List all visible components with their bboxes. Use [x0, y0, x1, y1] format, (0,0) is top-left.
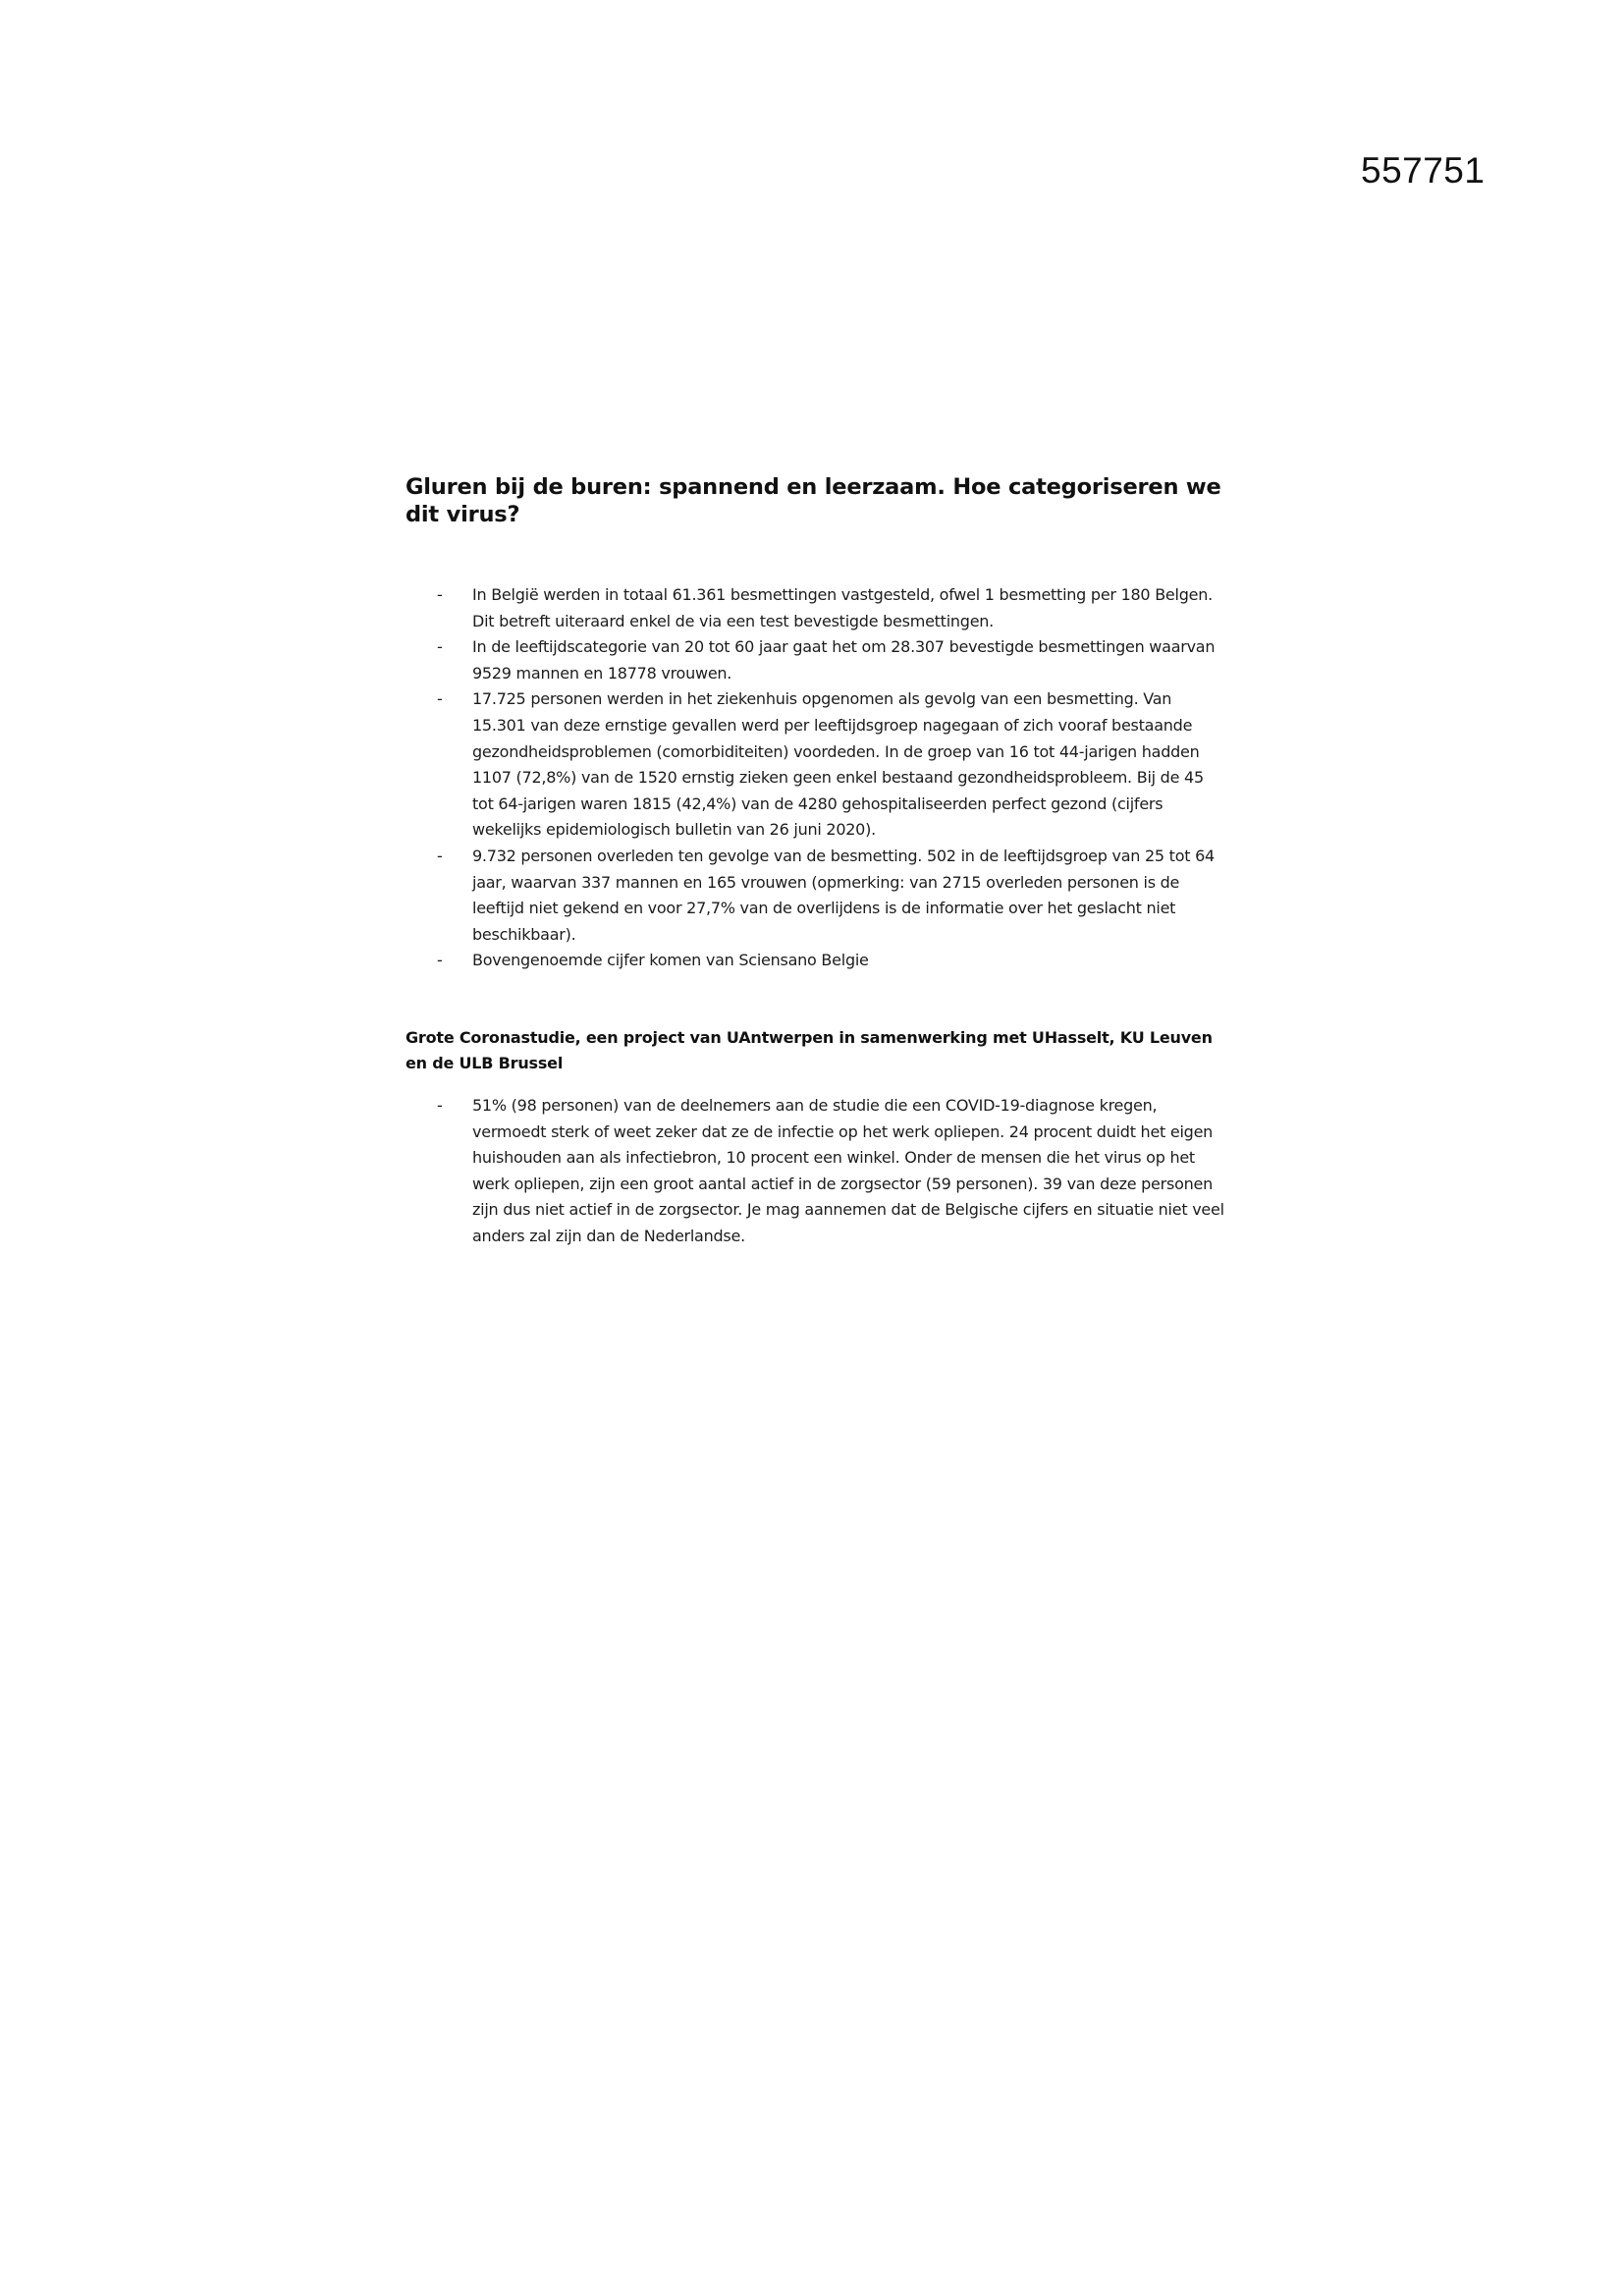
- list-item: [406, 634, 1225, 686]
- list-item-text: Bovengenoemde cijfer komen van Sciensano Belgie: [472, 951, 869, 970]
- list-item-text: 17.725 personen werden in het ziekenhuis opgenomen als gevolg van een besmetting. Van 15.301 van deze ernstige gevallen werd per leeftijdsgroep nagegaan of zich vooraf bestaande gezondheidsproblemen (comorbiditeiten) voordeden. In de groep van 16 tot 44-jarigen hadden 1107 (72,8%) van de 1520 ernstig zieken geen enkel bestaand gezondheidsprobleem. Bij de 45 tot 64-jarigen waren 1815 (42,4%) van de 4280 gehospitaliseerden perfect gezond (cijfers wekelijks epidemiologisch bulletin van 26 juni 2020).: [472, 689, 1204, 840]
- section-title: Gluren bij de buren: spannend en leerzaam. Hoe categoriseren we dit virus?: [406, 474, 1221, 527]
- document-number: 557751: [1361, 150, 1486, 191]
- list-item: [406, 582, 1225, 634]
- bullet-dash: -: [437, 1095, 443, 1115]
- list-item-text: In België werden in totaal 61.361 besmettingen vastgesteld, ofwel 1 besmetting per 180 Belgen. Dit betreft uiteraard enkel de via een test bevestigde besmettingen.: [472, 585, 1213, 630]
- bullet-dash: -: [437, 951, 443, 970]
- bullet-dash: -: [437, 846, 443, 865]
- bullet-list: [406, 582, 1225, 974]
- list-item-text: 9.732 personen overleden ten gevolge van de besmetting. 502 in de leeftijdsgroep van 25 tot 64 jaar, waarvan 337 mannen en 165 vrouwen (opmerking: van 2715 overleden personen is de leeftijd niet gekend en voor 27,7% van de overlijdens is de informatie over het geslacht niet beschikbaar).: [472, 846, 1215, 944]
- list-item-text: 51% (98 personen) van de deelnemers aan de studie die een COVID-19-diagnose kregen, vermoedt sterk of weet zeker dat ze de infectie op het werk opliepen. 24 procent duidt het eigen huishouden aan als infectiebron, 10 procent een winkel. Onder de mensen die het virus op het werk opliepen, zijn een groot aantal actief in de zorgsector (59 personen). 39 van deze personen zijn dus niet actief in de zorgsector. Je mag aannemen dat de Belgische cijfers en situatie niet veel anders zal zijn dan de Nederlandse.: [472, 1095, 1224, 1245]
- section-subtitle: Grote Coronastudie, een project van UAntwerpen in samenwerking met UHasselt, KU Leuven en de ULB Brussel: [406, 1027, 1213, 1072]
- bullet-dash: -: [437, 637, 443, 657]
- list-item-text: In de leeftijdscategorie van 20 tot 60 jaar gaat het om 28.307 bevestigde besmettingen waarvan 9529 mannen en 18778 vrouwen.: [472, 637, 1216, 683]
- list-item: [406, 1093, 1225, 1250]
- list-item: [406, 844, 1225, 948]
- list-item: [406, 948, 1225, 974]
- bullet-list: [406, 1093, 1225, 1250]
- list-item: [406, 686, 1225, 844]
- bullet-dash: -: [437, 585, 443, 604]
- document-body: [406, 473, 1230, 1249]
- bullet-dash: -: [437, 689, 443, 709]
